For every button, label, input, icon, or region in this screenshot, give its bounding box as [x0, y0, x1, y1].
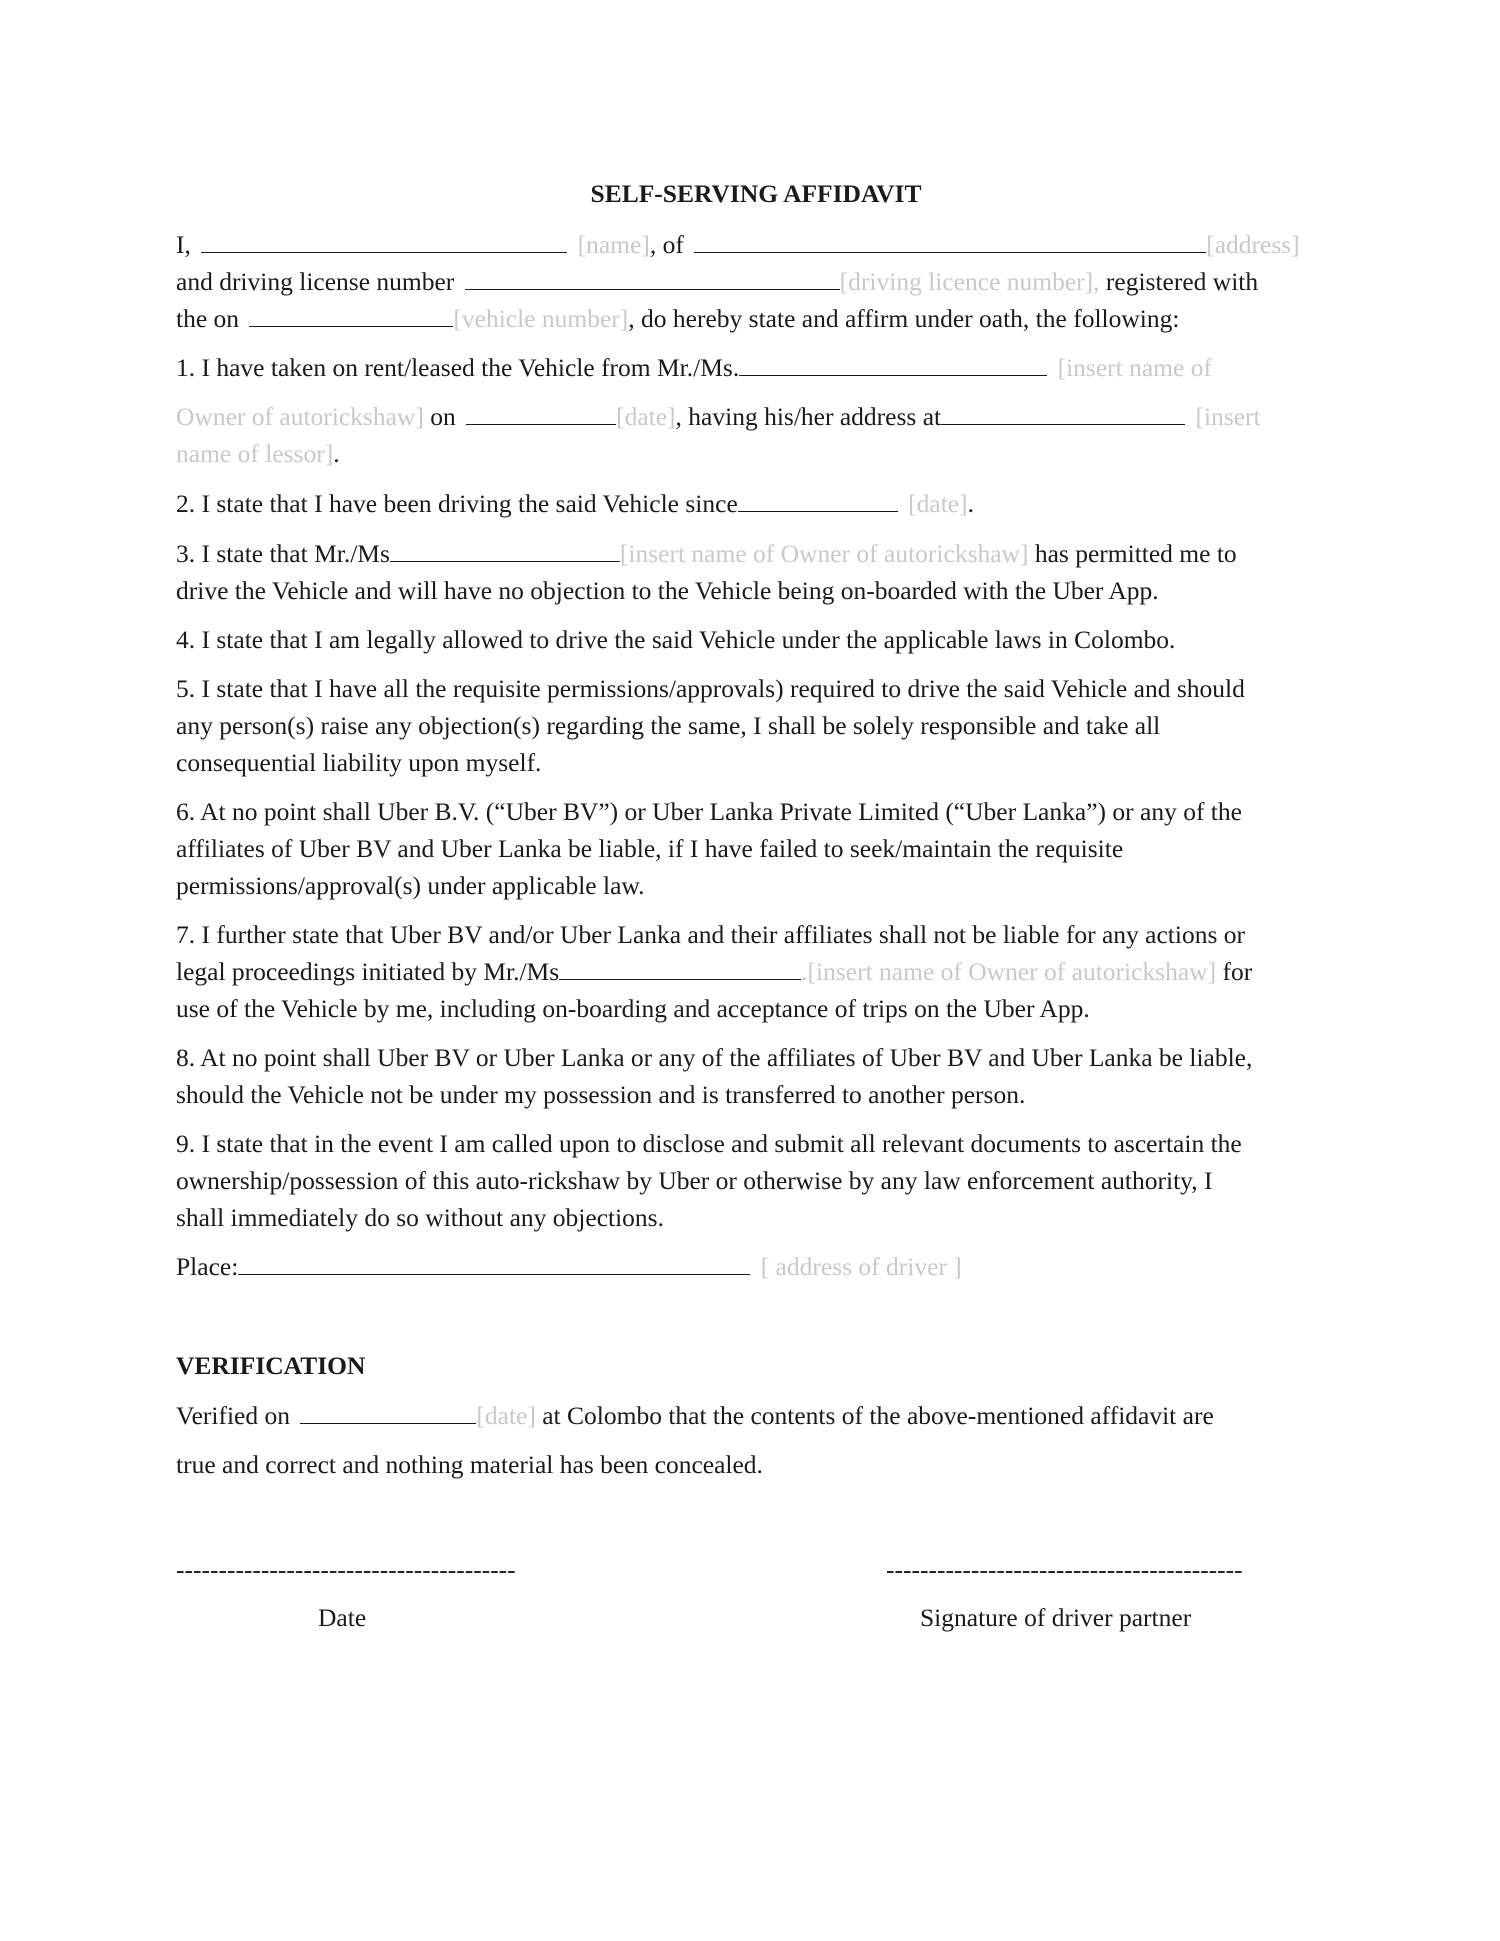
since-date-blank[interactable]: [738, 489, 898, 512]
place-section: [176, 1248, 1336, 1285]
item5-line-1: 5. I state that I have all the requisite permissions/approvals) required to drive the said Vehicle and should: [176, 674, 1245, 703]
verification-text-b: at Colombo that the contents of the above-mentioned affidavit are: [542, 1401, 1214, 1430]
date-signature-line: ----------------------------------------: [176, 1555, 516, 1584]
item1-having: , having his/her address at: [675, 402, 942, 431]
hereby-text: , do hereby state and affirm under oath, the following:: [628, 304, 1180, 333]
verification-heading: VERIFICATION: [176, 1351, 366, 1380]
item-6: [176, 793, 1336, 904]
item5-line-3: consequential liability upon myself.: [176, 748, 542, 777]
the-on-text: the on: [176, 304, 240, 333]
item8-line-2: should the Vehicle not be under my possession and is transferred to another person.: [176, 1080, 1026, 1109]
vehicle-placeholder: [vehicle number]: [453, 304, 629, 333]
document-title: SELF-SERVING AFFIDAVIT: [590, 179, 922, 208]
item9-line-1: 9. I state that in the event I am called upon to disclose and submit all relevant documents to ascertain the: [176, 1129, 1242, 1158]
item3-text-a: 3. I state that Mr./Ms: [176, 539, 390, 568]
lease-date-blank[interactable]: [466, 402, 616, 425]
item7-line-3: use of the Vehicle by me, including on-boarding and acceptance of trips on the Uber App.: [176, 994, 1090, 1023]
item1-date-placeholder: [date]: [616, 402, 676, 431]
item1-on: on: [430, 402, 456, 431]
item5-line-2: any person(s) raise any objection(s) regarding the same, I shall be solely responsible and take all: [176, 711, 1161, 740]
name-blank[interactable]: [201, 230, 567, 253]
item-1: [176, 349, 1336, 472]
vehicle-blank[interactable]: [249, 304, 453, 327]
item-3: [176, 535, 1336, 609]
verification-date-blank[interactable]: [300, 1401, 476, 1424]
owner-name-blank-2[interactable]: [559, 957, 801, 980]
verification-text-a: Verified on: [176, 1401, 291, 1430]
item7-line-2a: legal proceedings initiated by Mr./Ms: [176, 957, 560, 986]
place-blank[interactable]: [238, 1252, 750, 1275]
item3-placeholder: [insert name of Owner of autorickshaw]: [619, 539, 1029, 568]
lessor-address-blank[interactable]: [941, 402, 1185, 425]
verification-text-c: true and correct and nothing material has been concealed.: [176, 1450, 763, 1479]
license-blank[interactable]: [465, 267, 840, 290]
item2-text: 2. I state that I have been driving the said Vehicle since: [176, 489, 738, 518]
item2-end: .: [967, 489, 974, 518]
item9-line-2: ownership/possession of this auto-rickshaw by Uber or otherwise by any law enforcement authority, I: [176, 1166, 1213, 1195]
place-label: Place:: [176, 1252, 239, 1281]
item-5: [176, 670, 1336, 781]
item3-text-b: has permitted me to: [1034, 539, 1237, 568]
item8-line-1: 8. At no point shall Uber BV or Uber Lanka or any of the affiliates of Uber BV and Uber Lanka be liable,: [176, 1043, 1253, 1072]
item-8: [176, 1039, 1336, 1113]
item1-text-a: 1. I have taken on rent/leased the Vehicle from Mr./Ms.: [176, 353, 740, 382]
item1-placeholder-a: [insert name of: [1057, 353, 1212, 382]
license-text: and driving license number: [176, 267, 455, 296]
signature-label: Signature of driver partner: [920, 1603, 1192, 1632]
registered-text: registered with: [1105, 267, 1259, 296]
item1-placeholder-b: Owner of autorickshaw]: [176, 402, 424, 431]
owner-name-blank[interactable]: [390, 539, 620, 562]
license-placeholder: [driving licence number],: [839, 267, 1100, 296]
verification-section: [176, 1347, 1336, 1483]
item1-end: .: [333, 439, 340, 468]
item4-text: 4. I state that I am legally allowed to drive the said Vehicle under the applicable laws in Colombo.: [176, 625, 1176, 654]
address-blank[interactable]: [694, 230, 1206, 253]
item7-line-2b: for: [1222, 957, 1253, 986]
verification-date-placeholder: [date]: [476, 1401, 536, 1430]
lessor-name-blank[interactable]: [739, 353, 1047, 376]
item6-line-1: 6. At no point shall Uber B.V. (“Uber BV”) or Uber Lanka Private Limited (“Uber Lanka”) or any of the: [176, 797, 1242, 826]
item9-line-3: shall immediately do so without any objections.: [176, 1203, 664, 1232]
item-9: [176, 1125, 1336, 1236]
item-2: [176, 485, 1336, 522]
item7-placeholder: .[insert name of Owner of autorickshaw]: [801, 957, 1217, 986]
place-placeholder: [ address of driver ]: [760, 1252, 962, 1281]
address-placeholder: [address]: [1206, 230, 1300, 259]
name-placeholder: [name]: [577, 230, 650, 259]
date-label: Date: [318, 1603, 367, 1632]
intro-paragraph: [176, 226, 1336, 337]
item-7: [176, 916, 1336, 1027]
item7-line-1: 7. I further state that Uber BV and/or Uber Lanka and their affiliates shall not be liable for any actions or: [176, 920, 1245, 949]
item-4: [176, 621, 1336, 658]
driver-signature-line: ------------------------------------------: [886, 1555, 1243, 1584]
item2-date-placeholder: [date]: [908, 489, 968, 518]
item3-text-c: drive the Vehicle and will have no objection to the Vehicle being on-boarded with the Uber App.: [176, 576, 1159, 605]
intro-of: , of: [649, 230, 684, 259]
item1-placeholder-d: name of lessor]: [176, 439, 334, 468]
item1-placeholder-c: [insert: [1195, 402, 1261, 431]
item6-line-2: affiliates of Uber BV and Uber Lanka be liable, if I have failed to seek/maintain the requisite: [176, 834, 1124, 863]
intro-i: I,: [176, 230, 191, 259]
item6-line-3: permissions/approval(s) under applicable law.: [176, 871, 645, 900]
